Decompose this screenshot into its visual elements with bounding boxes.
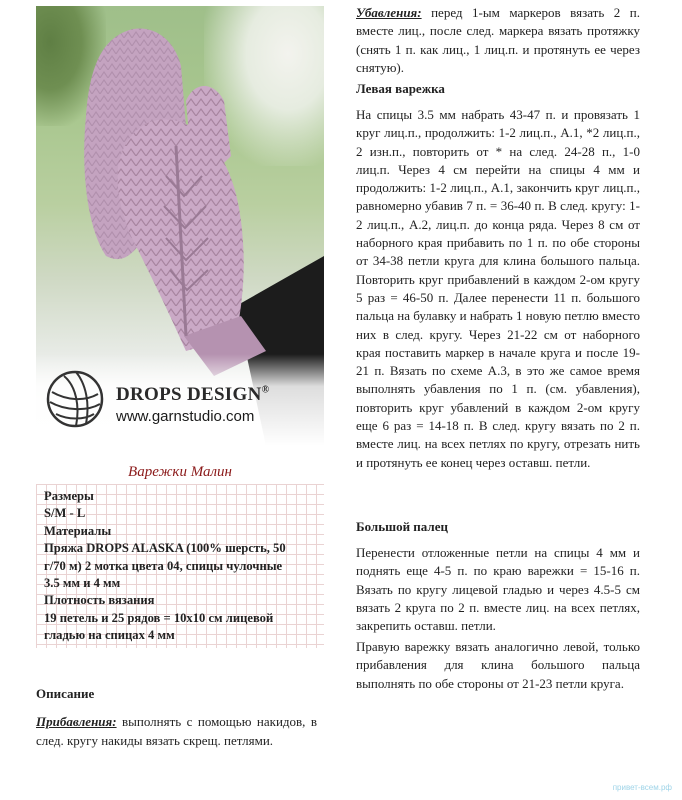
decreases-paragraph [356, 4, 640, 77]
increases-paragraph [36, 712, 317, 750]
mitten-photo [36, 6, 324, 446]
registered-mark: ® [261, 384, 270, 396]
increases-text: выполнять с помощью накидов, в след. кругу накиды вязать скрещ. петлями. [36, 714, 317, 748]
left-column [0, 0, 340, 800]
thumb-heading: Большой палец [356, 519, 448, 534]
left-mitten-heading: Левая варежка [356, 81, 445, 96]
spec-line: 3.5 мм и 4 мм [44, 576, 121, 591]
yarn-ball-icon [46, 370, 104, 428]
left-mitten-paragraph: На спицы 3.5 мм набрать 43-47 п. и провязать 1 круг лиц.п., продолжить: 1-2 лиц.п., А.1, *2 лиц.п., 2 изн.п., повторить от * на след. 24-28 п., 1-0 лиц.п. Через 4 см перейти на спицы 4 мм и продолжить: 1-2 лиц.п., А.1, закончить круг лиц.п., равномерно убавив 7 п. = 36-40 п. В след. кругу: 1-2 лиц.п., А.2, лиц.п. до конца ряда. Через 8 см от наборного края прибавить по 1 п. по обе стороны от 34-38 петли круга для клина большого пальца. Повторить круг прибавлений в каждом 2-ом кругу 5 раз = 46-50 п. Далее перенести 11 п. большого пальца на булавку и набрать 1 новую петлю вместо них в след. кругу. Через 21-22 см от наборного края поставить маркер в начале круга и после 19-21 п. Вязать по схеме А.3, в это же самое время выполнять убавления по 1 п. (см. убавления), повторить круг убавлений в каждом 2-ом кругу еще 6 раз = 14-18 п. В след. кругу вязать по 2 п. вместе лиц. на всех петлях по кругу, отрезать нить и протянуть ее конец через оставш. петли. [356, 107, 640, 470]
brand-name-text: DROPS DESIGN [116, 384, 262, 405]
spec-line: S/M - L [44, 506, 86, 521]
brand-banner [36, 354, 324, 446]
decreases-text: перед 1-ым маркеров вязать 2 п. вместе лиц., после след. маркера вязать протяжку (снять 1 п. как лиц., 1 лиц.п. и протянуть ее через снятую). [356, 5, 640, 75]
spec-line: 19 петель и 25 рядов = 10х10 см лицевой [44, 610, 274, 625]
decreases-block [356, 4, 640, 77]
spec-line: Материалы [44, 523, 112, 538]
spec-line: Плотность вязания [44, 593, 155, 608]
brand-website[interactable]: www.garnstudio.com [116, 408, 255, 425]
spec-line: Пряжа DROPS ALASKA (100% шерсть, 50 [44, 541, 286, 556]
pattern-title: Варежки Малин [128, 464, 232, 480]
brand-name [116, 384, 269, 406]
increases-term: Прибавления: [36, 714, 117, 729]
decreases-term: Убавления: [356, 5, 422, 20]
description-heading: Описание [36, 686, 95, 701]
spec-line: гладью на спицах 4 мм [44, 628, 175, 643]
spec-box [36, 484, 324, 648]
spec-line: Размеры [44, 489, 94, 503]
left-mitten-block [356, 106, 640, 472]
thumb-block [356, 544, 640, 635]
right-mitten-paragraph: Правую варежку вязать аналогично левой, только прибавления для клина большого пальца выполнять по обе стороны от 21-23 петли круга. [356, 639, 640, 691]
spec-lines [44, 488, 319, 645]
watermark: привет-всем.рф [612, 783, 672, 792]
spec-line: г/70 м) 2 мотка цвета 04, спицы чулочные [44, 558, 283, 573]
right-mitten-block [356, 638, 640, 693]
thumb-paragraph: Перенести отложенные петли на спицы 4 мм и поднять еще 4-5 п. по краю варежки = 15-16 п. Вязать по кругу лицевой гладью и через 4.5-5 см вязать 2 круга по 2 п. вместе лиц. на всех петлях, закрепить оставш. петли. [356, 545, 640, 634]
